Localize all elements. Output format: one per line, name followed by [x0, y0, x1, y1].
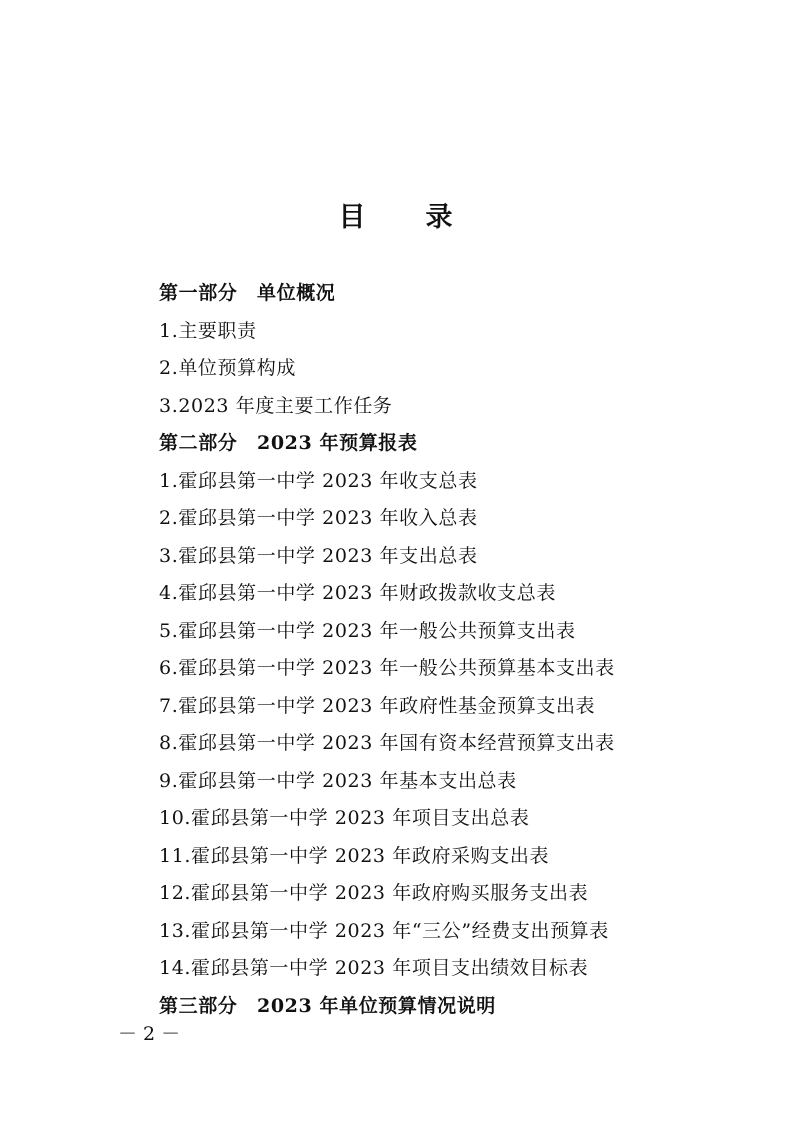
toc-entry: 12.霍邱县第一中学 2023 年政府购买服务支出表: [159, 882, 589, 904]
toc-title: 目 录: [338, 202, 455, 233]
toc-section-heading: 第一部分 单位概况: [159, 282, 336, 304]
toc-entry: 1.主要职责: [159, 319, 257, 342]
toc-entry: 7.霍邱县第一中学 2023 年政府性基金预算支出表: [159, 694, 596, 717]
toc-entry: 5.霍邱县第一中学 2023 年一般公共预算支出表: [159, 619, 576, 642]
toc-entry: 14.霍邱县第一中学 2023 年项目支出绩效目标表: [159, 957, 589, 979]
toc-entry: 2.单位预算构成: [159, 357, 296, 379]
toc-entry: 2.霍邱县第一中学 2023 年收入总表: [159, 507, 478, 529]
toc-section-heading: 第二部分 2023 年预算报表: [159, 432, 418, 454]
toc-entry: 3.2023 年度主要工作任务: [159, 394, 393, 417]
toc-entry: 3.霍邱县第一中学 2023 年支出总表: [159, 544, 478, 567]
toc-entry: 9.霍邱县第一中学 2023 年基本支出总表: [159, 769, 517, 792]
page-number: － 2 －: [118, 1023, 181, 1045]
toc-entry: 8.霍邱县第一中学 2023 年国有资本经营预算支出表: [159, 732, 615, 754]
toc-entry: 10.霍邱县第一中学 2023 年项目支出总表: [159, 807, 530, 829]
toc-entry: 11.霍邱县第一中学 2023 年政府采购支出表: [159, 844, 550, 867]
toc-entry: 13.霍邱县第一中学 2023 年“三公”经费支出预算表: [159, 919, 609, 942]
toc-entry: 6.霍邱县第一中学 2023 年一般公共预算基本支出表: [159, 657, 615, 679]
table-of-contents: [159, 275, 759, 1025]
toc-section-heading: 第三部分 2023 年单位预算情况说明: [159, 994, 496, 1017]
toc-entry: 4.霍邱县第一中学 2023 年财政拨款收支总表: [159, 582, 556, 604]
toc-entry: 1.霍邱县第一中学 2023 年收支总表: [159, 469, 478, 492]
